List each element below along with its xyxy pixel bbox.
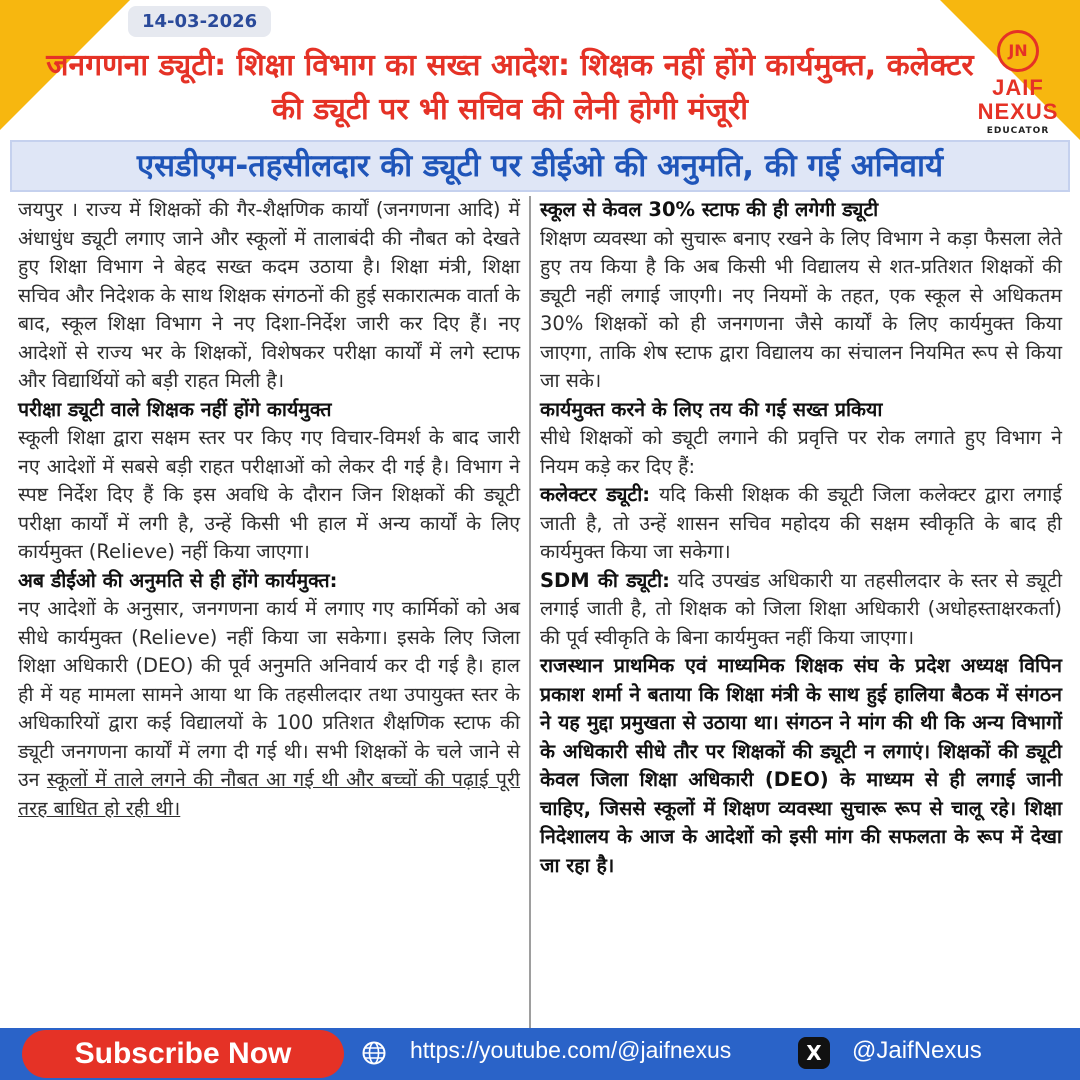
sdm-duty-text: यदि उपखंड अधिकारी या तहसीलदार के स्तर से ड्यूटी लगाई जाती है, तो शिक्षक को जिला शिक्षा अधिकारी (अधोहस्ताक्षरकर्ता) की पूर्व स्वीकृति के बिना कार्यमुक्त नहीं किया जाएगा। [540, 568, 1062, 649]
left-paragraph-2: स्कूली शिक्षा द्वारा सक्षम स्तर पर किए गए विचार-विमर्श के बाद जारी नए आदेशों में सबसे बड़ी राहत परीक्षाओं को लेकर दी गई है। विभाग ने स्पष्ट निर्देश दिए हैं कि इस अवधि के दौरान जिन शिक्षकों की ड्यूटी परीक्षा कार्यों में लगी है, उन्हें किसी भी हाल में अन्य कार्यों के लिए कार्यमुक्त (Relieve) नहीं किया जाएगा। [18, 426, 520, 563]
jn-monogram-icon: JN [997, 30, 1039, 72]
column-divider [529, 196, 531, 1030]
brand-logo [970, 30, 1066, 136]
collector-duty-text: यदि किसी शिक्षक की ड्यूटी जिला कलेक्टर द्वारा लगाई जाती है, तो उन्हें शासन सचिव महोदय की सक्षम स्वीकृति के बाद ही कार्यमुक्त किया जा सकेगा। [540, 483, 1062, 563]
logo-line-3: EDUCATOR [986, 126, 1050, 136]
left-paragraph-1: जयपुर । राज्य में शिक्षकों की गैर-शैक्षणिक कार्यों (जनगणना आदि) में अंधाधुंध ड्यूटी लगाए जाने और स्कूलों में तालाबंदी की नौबत को देखते हुए शिक्षा विभाग ने बेहद सख्त कदम उठाया है। शिक्षा मंत्री, शिक्षा सचिव और निदेशक के साथ शिक्षक संगठनों की हुई सकारात्मक वार्ता के बाद, स्कूल शिक्षा विभाग ने नए दिशा-निर्देश जारी कर दिए हैं। नए आदेशों से राज्य भर के शिक्षकों, विशेषकर परीक्षा कार्यों में लगे स्टाफ और विद्यार्थियों को बड़ी राहत मिली है। [18, 198, 520, 392]
left-paragraph-3 [18, 595, 520, 823]
sdm-duty-label: SDM की ड्यूटी: [540, 568, 670, 592]
headline: जनगणना ड्यूटी: शिक्षा विभाग का सख्त आदेश: शिक्षक नहीं होंगे कार्यमुक्त, कलेक्टर की ड्यूटी पर भी सचिव की लेनी होगी मंजूरी [46, 48, 974, 127]
footer-bar [0, 1028, 1080, 1080]
left-paragraph-3-text: नए आदेशों के अनुसार, जनगणना कार्य में लगाए गए कार्मिकों को अब सीधे कार्यमुक्त (Relieve) नहीं किया जा सकेगा। इसके लिए जिला शिक्षा अधिकारी (DEO) की पूर्व अनुमति अनिवार्य कर दी गई है। हाल ही में यह मामला सामने आया था कि तहसीलदार तथा उपायुक्त स्तर के अधिकारियों द्वारा कई विद्यालयों के 100 प्रतिशत शैक्षणिक स्टाफ की ड्यूटी जनगणना कार्यों में लगा दी गई थी। सभी शिक्षकों के चले जाने से उन [18, 597, 520, 791]
subscribe-button[interactable]: Subscribe Now [22, 1030, 344, 1078]
date-badge: 14-03-2026 [128, 6, 271, 37]
right-column [540, 196, 1062, 880]
right-paragraph-2: सीधे शिक्षकों को ड्यूटी लगाने की प्रवृत्ति पर रोक लगाते हुए विभाग ने नियम कड़े कर दिए हैं: [540, 426, 1062, 478]
globe-icon [362, 1041, 386, 1065]
logo-line-1: JAIF [992, 75, 1044, 100]
social-handle[interactable]: @JaifNexus [852, 1037, 982, 1064]
collector-duty-paragraph [540, 481, 1062, 567]
logo-line-2: NEXUS [977, 99, 1059, 124]
left-paragraph-3-underlined: स्कूलों में ताले लगने की नौबत आ गई थी और बच्चों की पढ़ाई पूरी तरह बाधित हो रही थी। [18, 768, 520, 820]
union-statement-paragraph: राजस्थान प्राथमिक एवं माध्यमिक शिक्षक संघ के प्रदेश अध्यक्ष विपिन प्रकाश शर्मा ने बताया कि शिक्षा मंत्री के साथ हुई हालिया बैठक में संगठन ने यह मुद्दा प्रमुखता से उठाया था। संगठन ने मांग की थी कि अन्य विभागों के अधिकारी सीधे तौर पर शिक्षकों की ड्यूटी न लगाएं। शिक्षकों की ड्यूटी केवल जिला शिक्षा अधिकारी (DEO) के माध्यम से ही लगाई जानी चाहिए, जिससे स्कूलों में शिक्षण व्यवस्था सुचारू रूप से चालू रहे। शिक्षा निदेशालय के आज के आदेशों को इसी मांग की सफलता के रूप में देखा जा रहा है। [540, 654, 1062, 877]
left-column [18, 196, 520, 823]
right-heading-2: कार्यमुक्त करने के लिए तय की गई सख्त प्रकिया [540, 397, 883, 421]
sdm-duty-paragraph [540, 567, 1062, 653]
x-logo-icon: X [798, 1037, 830, 1069]
collector-duty-label: कलेक्टर ड्यूटी: [540, 483, 651, 506]
left-heading-3: अब डीईओ की अनुमति से ही होंगे कार्यमुक्त: [18, 568, 338, 592]
left-heading-2: परीक्षा ड्यूटी वाले शिक्षक नहीं होंगे कार्यमुक्त [18, 397, 332, 421]
right-paragraph-1: शिक्षण व्यवस्था को सुचारू बनाए रखने के लिए विभाग ने कड़ा फैसला लेते हुए तय किया है कि अब किसी भी विद्यालय से शत-प्रतिशत शिक्षकों की ड्यूटी नहीं लगाई जाएगी। नए नियमों के तहत, एक स्कूल से अधिकतम 30% शिक्षकों को ही जनगणना जैसे कार्यों के लिए कार्यमुक्त किया जाएगा, ताकि शेष स्टाफ द्वारा विद्यालय का संचालन नियमित रूप से किया जा सके। [540, 226, 1062, 392]
right-heading-1: स्कूल से केवल 30% स्टाफ की ही लगेगी ड्यूटी [540, 198, 879, 221]
youtube-link[interactable]: https://youtube.com/@jaifnexus [410, 1037, 732, 1063]
subheadline: एसडीएम-तहसीलदार की ड्यूटी पर डीईओ की अनुमति, की गई अनिवार्य [10, 140, 1070, 192]
